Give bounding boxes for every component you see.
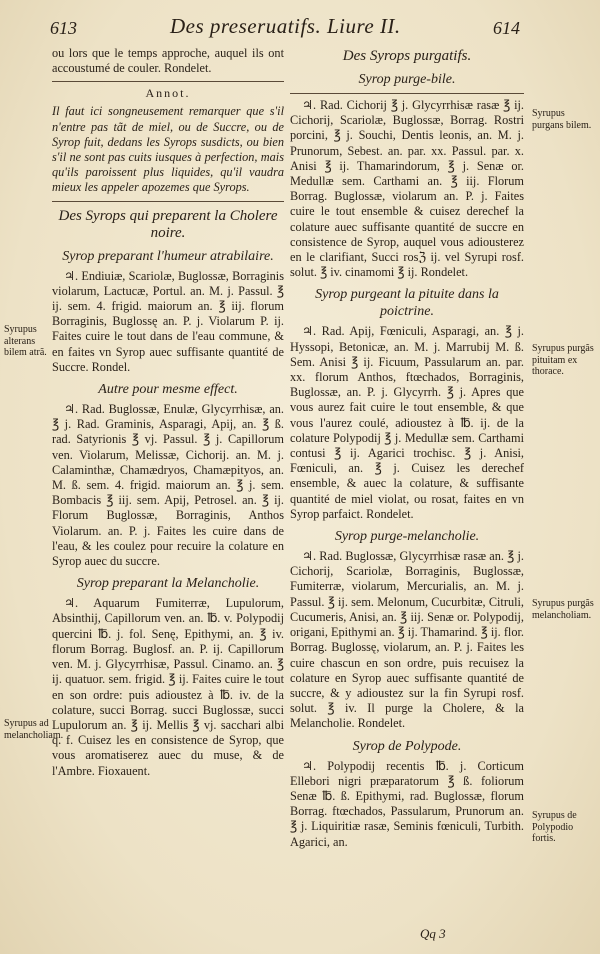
right-column <box>290 46 524 850</box>
margin-note: Syrupus purgãs melancholiam. <box>532 598 594 621</box>
left-column <box>52 46 284 779</box>
recipe-heading: Syrop de Polypode. <box>352 738 462 754</box>
recipe-heading: Autre pour mesme effect. <box>98 382 238 398</box>
running-title: Des preseruatifs. Liure II. <box>170 14 401 38</box>
recipe-text: ♃. Rad. Apij, Fœniculi, Asparagi, an. ℥ j. Hyssopi, Betonicæ, an. M. j. Marrubij M. ß. Sem. Anisi ℥ ij. Ficuum, Passularum an. par. xx. florum Anthos, ftœchados, Borraginis, Buglossæ, an. P. j. Glycyrrh. ℥ j. Apres que vous aurez fait cuire le tout ensemble, & que vous l'aurez coulé, adioustez à ℔. ij. de la colature Polypodij ℥ j. Medullæ sem. Carthami contusi ℥ ij. Agarici trochisc. ℥ j. Anisi, Fœniculi, an. ℥ j. Cuisez les derechef ensemble, & auec la colature, & suffisante quantité de miel violat, ou rosat, faites en vn Syrop parfaict. Rondelet. <box>290 324 524 521</box>
recipe-heading: Syrop purgeant la pituite dans la poictrine. <box>315 287 499 320</box>
recipe-text: ♃. Rad. Cichorij ℥ j. Glycyrrhisæ rasæ ℥ ij. Cichorij, Scariolæ, Buglossæ, Borrag. Rostri porcini, ℥ j. Souchi, Dentis leonis, an. M. j. Prunorum, Sebest. an. par. xx. Passul. par. x. Anisi ℥ ij. Thamarindorum, ℥ j. Senæ or. Medullæ sem. Carthami an. ℥ iij. Florum Borrag. Buglossæ, violarum an. P. j. Faites cuire le tout ensemble & cuisez derechef la colature auec suffisante quantité de succre en consistence de Syrop, auquel vous adiousterez en le clarifiant, Succi rosℨ ij. vel Syrupi rosf. solut. ℥ iv. cinamomi ℥ ij. Rondelet. <box>290 98 524 280</box>
margin-note: Syrupus alterans bilem atrã. <box>4 324 47 358</box>
recipe-heading: Syrop preparant la Melancholie. <box>76 576 260 592</box>
margin-note: Syrupus ad melancholiam. <box>4 718 64 741</box>
margin-note: Syrupus de Polypodio fortis. <box>532 810 577 844</box>
recipe-heading: Syrop purge-bile. <box>358 72 456 87</box>
opening-text: ou lors que le temps approche, auquel ils ont accoustumé de couler. Rondelet. <box>52 46 284 76</box>
recipe-text: ♃. Rad. Buglossæ, Glycyrrhisæ rasæ an. ℥ j. Cichorij, Scariolæ, Borraginis, Buglossæ, Fumiterræ, violarum, Mercurialis, an. M. j. Passul. ℥ ij. sem. Melonum, Cucurbitæ, Citruli, Cucumeris, Anisi, an. ℥ iij. Senæ or. Polypodij, origani, Epithymi an. ℥ ij. Thamarind. ℥ ij. flor. Borrag. Buglossę, violarum, an. P. j. Faites les cuire chascun en son ordre, puis recuisez la colature en Syrop auec suffisante quantité de succre, & y adioustez sur la fin Syrupi rosf. solut. ℥ iv. Il purge la Cholere, & la Melancholie. Rondelet. <box>290 549 524 731</box>
signature-mark: Qq 3 <box>420 926 446 941</box>
recipe-text: ♃. Endiuiæ, Scariolæ, Buglossæ, Borraginis violarum, Lactucæ, Portul. an. M. j. Passul. ℥ ij. sem. 4. frigid. maiorum an. ℥ iij. florum Borraginis, Buglossę an. P. j. Violarum P. ij. Faites cuire le tout dans de l'eau commune, & en faites vn Syrop auec suffisante quantité de Succre. Rondel. <box>52 268 284 374</box>
section-heading: Des Syrops purgatifs. <box>342 48 472 64</box>
recipe-text: ♃. Rad. Buglossæ, Enulæ, Glycyrrhisæ, an. ℥ j. Rad. Graminis, Asparagi, Apij, an. ℥ ß. rad. Satyrionis ℥ vj. Passul. ℥ j. Capillorum ven. Violarum, Melissæ, Cichorij. an. M. j. Calaminthæ, Chamædryos, Chamæpityos, an. M. ß. sem. 4. frigid. maiorum an. ℥ j. sem. Bombacis ℥ iij. sem. Apij, Petrosel. an. ℥ ij. Florum Buglossæ, Borraginis, Anthos Violarum. an. P. j. Faites les cuire dans de l'eau, & les coulez pour recuire la colature en Syrop auec du succre. <box>52 402 284 569</box>
divider <box>52 81 284 82</box>
recipe-text: ♃. Aquarum Fumiterræ, Lupulorum, Absinthij, Capillorum ven. an. ℔. v. Polypodij quercini ℔. j. fol. Senę, Epithymi, an. ℥ iv. florum Borrag. Buglosf. an. P. ij. Capillorum ven. M. j. Glycyrrhisæ, Passul. Cinamo. an. ℥ ij. quatuor. sem. frigid. ℥ ij. Faites cuire le tout en son ordre: puis adioustez à ℔. iv. de la colature, succi Borrag. succi Buglossæ, succi Lupulorum an. ℥ ij. Mellis ℥ vj. sacchari albi q. f. Cuisez les en consistence de Syrop, que vous aromatiserez auec du muse, & de l'Ambre. Fioxauent. <box>52 596 284 778</box>
page-number-left: 613 <box>50 18 77 38</box>
section-heading: Des Syrops qui preparent la Cholere noire. <box>58 207 278 241</box>
margin-note: Syrupus purgãs pituitam ex thorace. <box>532 343 594 377</box>
divider <box>52 201 284 202</box>
recipe-heading: Syrop purge-melancholie. <box>334 529 480 545</box>
divider <box>290 93 524 94</box>
annotation-title: Annot. <box>145 86 191 101</box>
recipe-text: ♃. Polypodij recentis ℔. j. Corticum Ellebori nigri præparatorum ℥ ß. foliorum Senæ ℔. ß. Epithymi, rad. Buglossæ, florum Borrag. ftœchados, Passularum, Prunorum an. ℥ j. Liquiritiæ rasæ, Seminis fœniculi, Turbith. Agarici, an. <box>290 758 524 849</box>
page-number-right: 614 <box>493 18 520 38</box>
margin-note: Syrupus purgans bilem. <box>532 108 592 131</box>
running-header <box>0 8 600 40</box>
annotation-body: Il faut ici songneusement remarquer que s'il n'entre pas tãt de miel, ou de Succre, ou de Syrop fuit, dedans les Syrops susdicts, ou bien s'il ne sont pas cuits iusques à perfection, mais qu'ils paroissent plus liquides, qu'il vaudra mieux les appeler apozemes que Syrops. <box>52 104 284 195</box>
recipe-heading: Syrop preparant l'humeur atrabilaire. <box>62 248 274 264</box>
